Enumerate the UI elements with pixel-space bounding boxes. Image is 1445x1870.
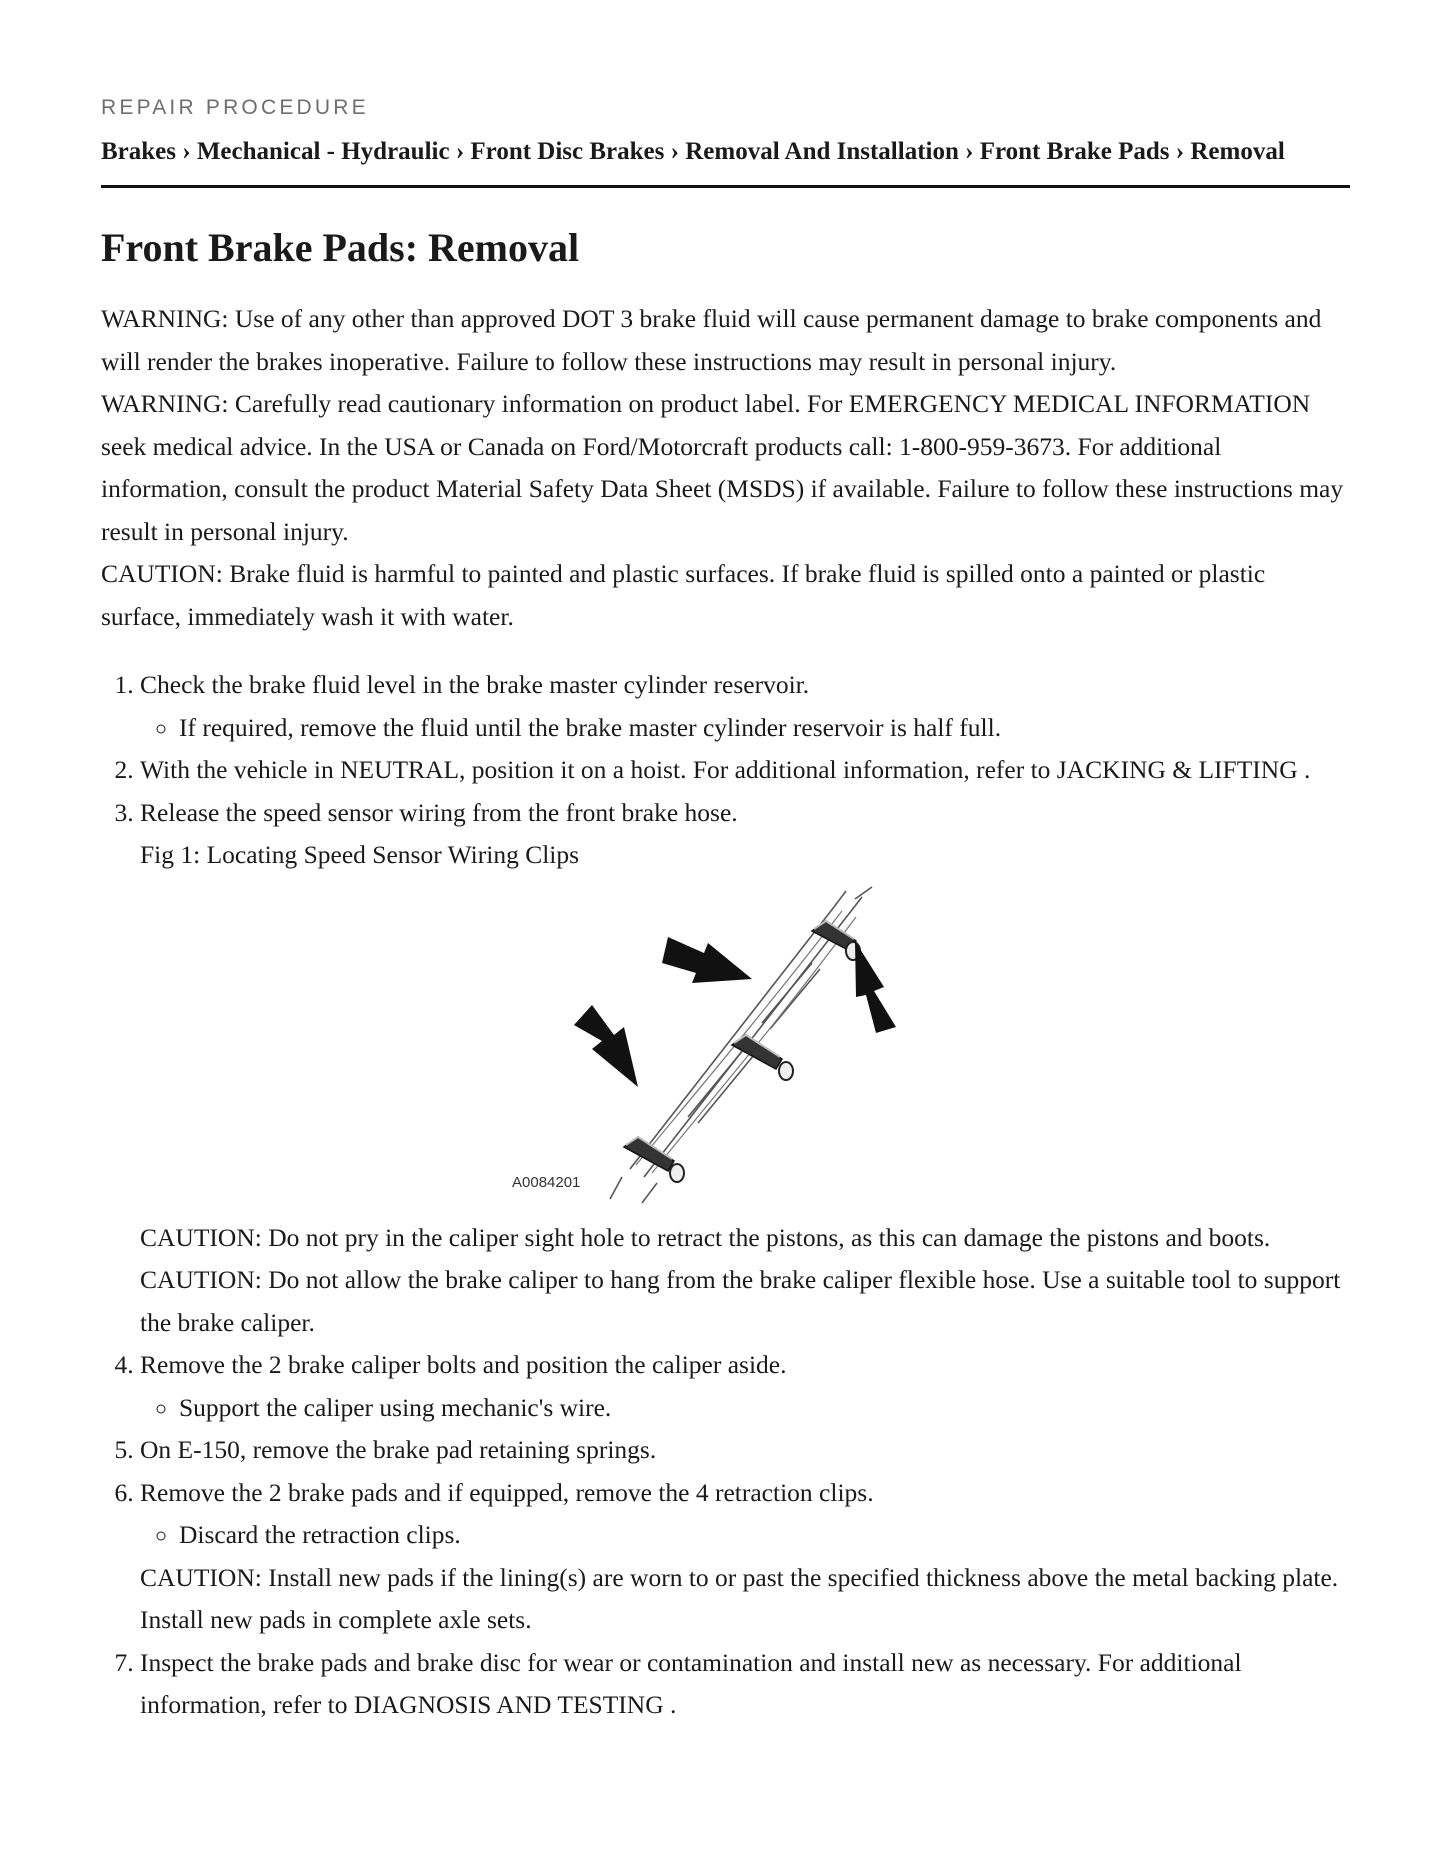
breadcrumb-item-removal-and-installation[interactable]: Removal And Installation <box>685 138 959 165</box>
breadcrumb-item-brakes[interactable]: Brakes <box>101 138 176 165</box>
step-1-text: Check the brake fluid level in the brake master cylinder reservoir. <box>140 670 810 699</box>
breadcrumb-item-front-disc-brakes[interactable]: Front Disc Brakes <box>470 138 665 165</box>
step-2 <box>140 749 1350 792</box>
breadcrumb-separator: › <box>670 138 686 165</box>
breadcrumb-separator: › <box>965 138 980 165</box>
step-1 <box>140 664 1350 749</box>
caution-caliper-hose: CAUTION: Do not allow the brake caliper to hang from the brake caliper flexible hose. Use a suitable tool to support the brake caliper. <box>140 1265 1341 1337</box>
step-6-text: Remove the 2 brake pads and if equipped, remove the 4 retraction clips. <box>140 1477 874 1507</box>
breadcrumb-item-mechanical-hydraulic[interactable]: Mechanical - Hydraulic <box>196 138 450 165</box>
breadcrumb-separator: › <box>1175 138 1191 165</box>
brake-hose-illustration <box>512 877 972 1217</box>
breadcrumb-separator: › <box>455 138 471 165</box>
step-1-substep: ◦ If required, remove the fluid until the brake master cylinder reservoir is half full. <box>179 707 1350 750</box>
safety-notes <box>101 298 1350 638</box>
wiring-clip-icon <box>732 1035 793 1080</box>
speed-sensor-clips-figure <box>512 877 972 1217</box>
arrow-pointer-icon <box>574 1005 638 1087</box>
caution-painted-surfaces: CAUTION: Brake fluid is harmful to painted and plastic surfaces. If brake fluid is spilled onto a painted or plastic surface, immediately wash it with water. <box>101 559 1266 631</box>
arrow-pointer-icon <box>662 937 752 983</box>
section-eyebrow: REPAIR PROCEDURE <box>101 96 369 119</box>
step-5 <box>140 1429 1350 1472</box>
step-1-substeps <box>140 707 1350 750</box>
step-7-text: Inspect the brake pads and brake disc for wear or contamination and install new as necessary. For additional information, refer to DIAGNOSIS AND TESTING . <box>140 1647 1242 1719</box>
figure-caption: Fig 1: Locating Speed Sensor Wiring Clips <box>140 840 580 869</box>
figure-reference-label: A0084201 <box>512 1173 581 1191</box>
step-4 <box>140 1344 1350 1429</box>
step-2-text: With the vehicle in NEUTRAL, position it on a hoist. For additional information, refer to JACKING & LIFTING . <box>140 755 1311 784</box>
procedure-steps <box>101 664 1350 1727</box>
step-3-text: Release the speed sensor wiring from the front brake hose. <box>140 797 738 827</box>
breadcrumb-item-removal: Removal <box>1190 138 1285 165</box>
step-6 <box>140 1472 1350 1642</box>
procedure-page <box>101 92 1350 1727</box>
warning-product-label: WARNING: Carefully read cautionary information on product label. For EMERGENCY MEDICAL INFORMATION seek medical advice. In the USA or Canada on Ford/Motorcraft products call: 1-800-959-3673. For additional information, consult the product Material Safety Data Sheet (MSDS) if available. Failure to follow these instructions may result in personal injury. <box>101 389 1344 546</box>
arrow-pointer-icon <box>855 941 896 1033</box>
page-title: Front Brake Pads: Removal <box>101 225 580 270</box>
warning-brake-fluid: WARNING: Use of any other than approved DOT 3 brake fluid will cause permanent damage to brake components and will render the brakes inoperative. Failure to follow these instructions may result in personal injury. <box>101 304 1322 376</box>
step-6-substeps <box>140 1514 1350 1557</box>
step-4-substep: ◦ Support the caliper using mechanic's wire. <box>179 1387 1350 1430</box>
step-3 <box>140 792 1350 1345</box>
breadcrumb <box>101 136 1350 188</box>
breadcrumb-item-front-brake-pads[interactable]: Front Brake Pads <box>979 138 1170 165</box>
step-7 <box>140 1642 1350 1727</box>
step-6-substep: ◦ Discard the retraction clips. <box>179 1514 1350 1557</box>
step-4-substeps <box>140 1387 1350 1430</box>
step-4-text: Remove the 2 brake caliper bolts and position the caliper aside. <box>140 1350 787 1379</box>
breadcrumb-separator: › <box>182 138 197 165</box>
step-5-text: On E-150, remove the brake pad retaining springs. <box>140 1435 657 1464</box>
caution-caliper-sight-hole: CAUTION: Do not pry in the caliper sight hole to retract the pistons, as this can damage the pistons and boots. <box>140 1222 1271 1252</box>
caution-pad-lining: CAUTION: Install new pads if the lining(s) are worn to or past the specified thickness above the metal backing plate. Install new pads in complete axle sets. <box>140 1562 1339 1634</box>
